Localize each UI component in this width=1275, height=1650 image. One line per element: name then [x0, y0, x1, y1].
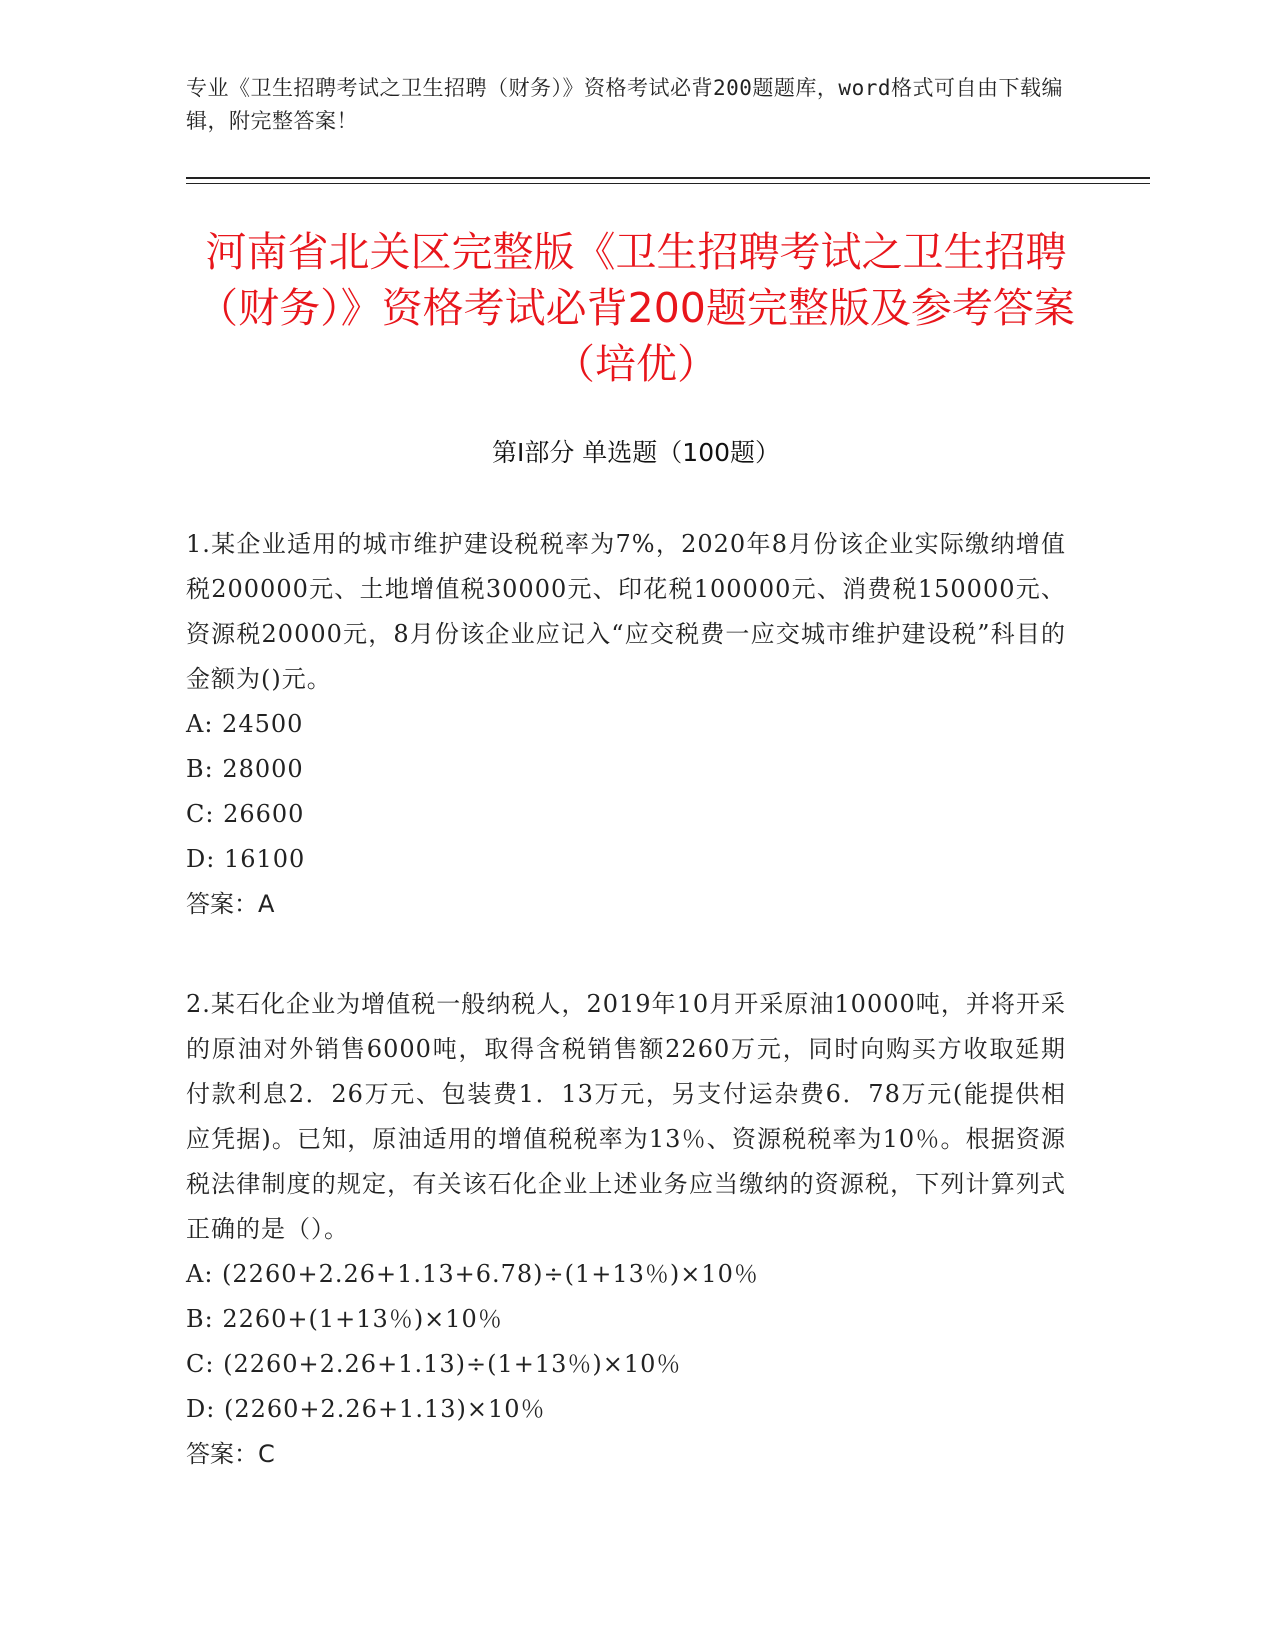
option-b: B: 28000	[186, 755, 304, 783]
question-2	[186, 982, 1066, 1477]
document-title: 河南省北关区完整版《卫生招聘考试之卫生招聘（财务）》资格考试必背200题完整版及参考答案（培优）	[197, 228, 1075, 388]
option-b: B: 2260+(1+13％)×10％	[186, 1305, 503, 1333]
question-1	[186, 522, 1066, 927]
option-a: A: 24500	[186, 710, 304, 738]
header-note: 专业《卫生招聘考试之卫生招聘（财务）》资格考试必背200题题库，word格式可自由下载编辑，附完整答案！	[186, 76, 1063, 133]
option-d: D: (2260+2.26+1.13)×10％	[186, 1395, 546, 1423]
answer-line: 答案：A	[186, 890, 275, 918]
header-rule-thin	[186, 183, 1150, 184]
option-c: C: 26600	[186, 800, 305, 828]
question-stem: 2.某石化企业为增值税一般纳税人，2019年10月开采原油10000吨，并将开采的原油对外销售6000吨，取得含税销售额2260万元，同时向购买方收取延期付款利息2．26万元、包装费1．13万元，另支付运杂费6．78万元(能提供相应凭据)。已知，原油适用的增值税税率为13％、资源税税率为10％。根据资源税法律制度的规定，有关该石化企业上述业务应当缴纳的资源税，下列计算列式正确的是（）。	[186, 990, 1066, 1243]
section-title: 第I部分 单选题（100题）	[491, 438, 781, 467]
option-d: D: 16100	[186, 845, 306, 873]
option-c: C: (2260+2.26+1.13)÷(1+13％)×10％	[186, 1350, 682, 1378]
option-a: A: (2260+2.26+1.13+6.78)÷(1+13％)×10％	[186, 1260, 759, 1288]
answer-line: 答案：C	[186, 1440, 275, 1468]
header-rule-thick	[186, 177, 1150, 179]
question-stem: 1.某企业适用的城市维护建设税税率为7%，2020年8月份该企业实际缴纳增值税200000元、土地增值税30000元、印花税100000元、消费税150000元、资源税20000元，8月份该企业应记入“应交税费一应交城市维护建设税”科目的金额为()元。	[186, 530, 1066, 693]
